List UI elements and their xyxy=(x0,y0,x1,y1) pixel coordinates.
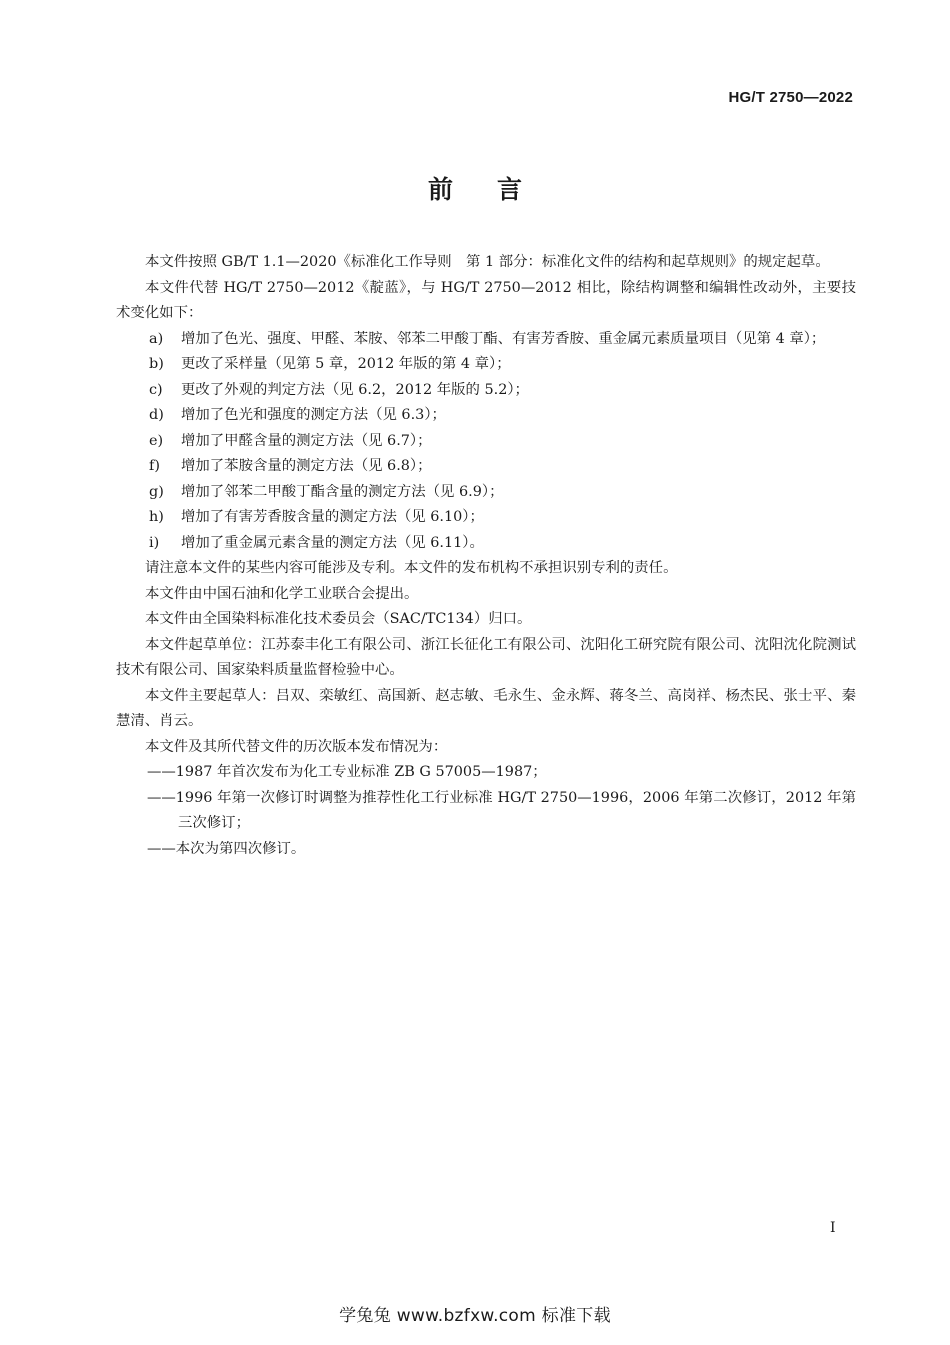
list-item-text: 增加了邻苯二甲酸丁酯含量的测定方法（见 6.9）； xyxy=(181,483,504,500)
foreword-body xyxy=(116,250,856,862)
list-item xyxy=(116,429,856,455)
note-paragraph: 本文件由全国染料标准化技术委员会（SAC/TC134）归口。 xyxy=(145,611,532,627)
list-item-text: 增加了甲醛含量的测定方法（见 6.7）； xyxy=(181,432,432,449)
history-item: ——1987 年首次发布为化工专业标准 ZB G 57005—1987； xyxy=(147,764,547,780)
list-item xyxy=(116,327,856,353)
note-paragraph: 本文件由中国石油和化学工业联合会提出。 xyxy=(145,585,419,602)
list-marker: b) xyxy=(149,356,164,372)
list-marker: f) xyxy=(149,458,160,474)
page-title: 前言 xyxy=(427,175,566,204)
list-item-text: 增加了有害芳香胺含量的测定方法（见 6.10）； xyxy=(181,509,484,525)
list-item xyxy=(116,505,856,531)
list-item-text: 增加了色光和强度的测定方法（见 6.3）； xyxy=(181,407,446,423)
list-marker: c) xyxy=(149,381,163,398)
list-marker: h) xyxy=(149,509,164,525)
list-item-text: 更改了采样量（见第 5 章，2012 年版的第 4 章）； xyxy=(181,356,511,372)
footer-watermark: 学兔兔 www.bzfxw.com 标准下载 xyxy=(339,1306,611,1326)
list-marker: d) xyxy=(149,407,164,423)
list-item xyxy=(116,403,856,429)
changes-list xyxy=(116,327,856,557)
standard-code: HG/T 2750—2022 xyxy=(728,89,853,106)
note-paragraph: 请注意本文件的某些内容可能涉及专利。本文件的发布机构不承担识别专利的责任。 xyxy=(145,560,678,576)
list-marker: g) xyxy=(149,483,164,500)
list-item xyxy=(116,352,856,378)
list-item xyxy=(116,454,856,480)
note-paragraph: 本文件起草单位：江苏泰丰化工有限公司、浙江长征化工有限公司、沈阳化工研究院有限公司、沈阳沈化院测试技术有限公司、国家染料质量监督检验中心。 xyxy=(116,636,856,678)
list-marker: a) xyxy=(149,330,164,347)
list-item-text: 增加了重金属元素含量的测定方法（见 6.11）。 xyxy=(181,534,484,551)
list-item-text: 增加了苯胺含量的测定方法（见 6.8）； xyxy=(181,458,432,474)
list-item-text: 更改了外观的判定方法（见 6.2，2012 年版的 5.2）； xyxy=(181,381,529,398)
page-number: I xyxy=(830,1220,836,1236)
list-item xyxy=(116,531,856,557)
list-item-text: 增加了色光、强度、甲醛、苯胺、邻苯二甲酸丁酯、有害芳香胺、重金属元素质量项目（见第 4 章）； xyxy=(181,330,826,347)
list-item xyxy=(116,480,856,506)
note-paragraph: 本文件主要起草人：吕双、栾敏红、高国新、赵志敏、毛永生、金永辉、蒋冬兰、高岗祥、杨杰民、张士平、秦慧清、肖云。 xyxy=(116,687,856,729)
note-paragraph: 本文件及其所代替文件的历次版本发布情况为： xyxy=(145,738,448,755)
list-item xyxy=(116,378,856,404)
list-marker: e) xyxy=(149,432,164,449)
history-list xyxy=(116,760,856,862)
history-item: ——本次为第四次修订。 xyxy=(147,840,306,857)
list-marker: i) xyxy=(149,534,160,551)
intro-paragraph: 本文件按照 GB/T 1.1—2020《标准化工作导则 第 1 部分：标准化文件的结构和起草规则》的规定起草。 xyxy=(145,254,830,270)
history-item: ——1996 年第一次修订时调整为推荐性化工行业标准 HG/T 2750—1996，2006 年第二次修订，2012 年第三次修订； xyxy=(147,789,856,831)
intro-paragraph: 本文件代替 HG/T 2750—2012《靛蓝》，与 HG/T 2750—2012 相比，除结构调整和编辑性改动外，主要技术变化如下： xyxy=(116,279,856,321)
